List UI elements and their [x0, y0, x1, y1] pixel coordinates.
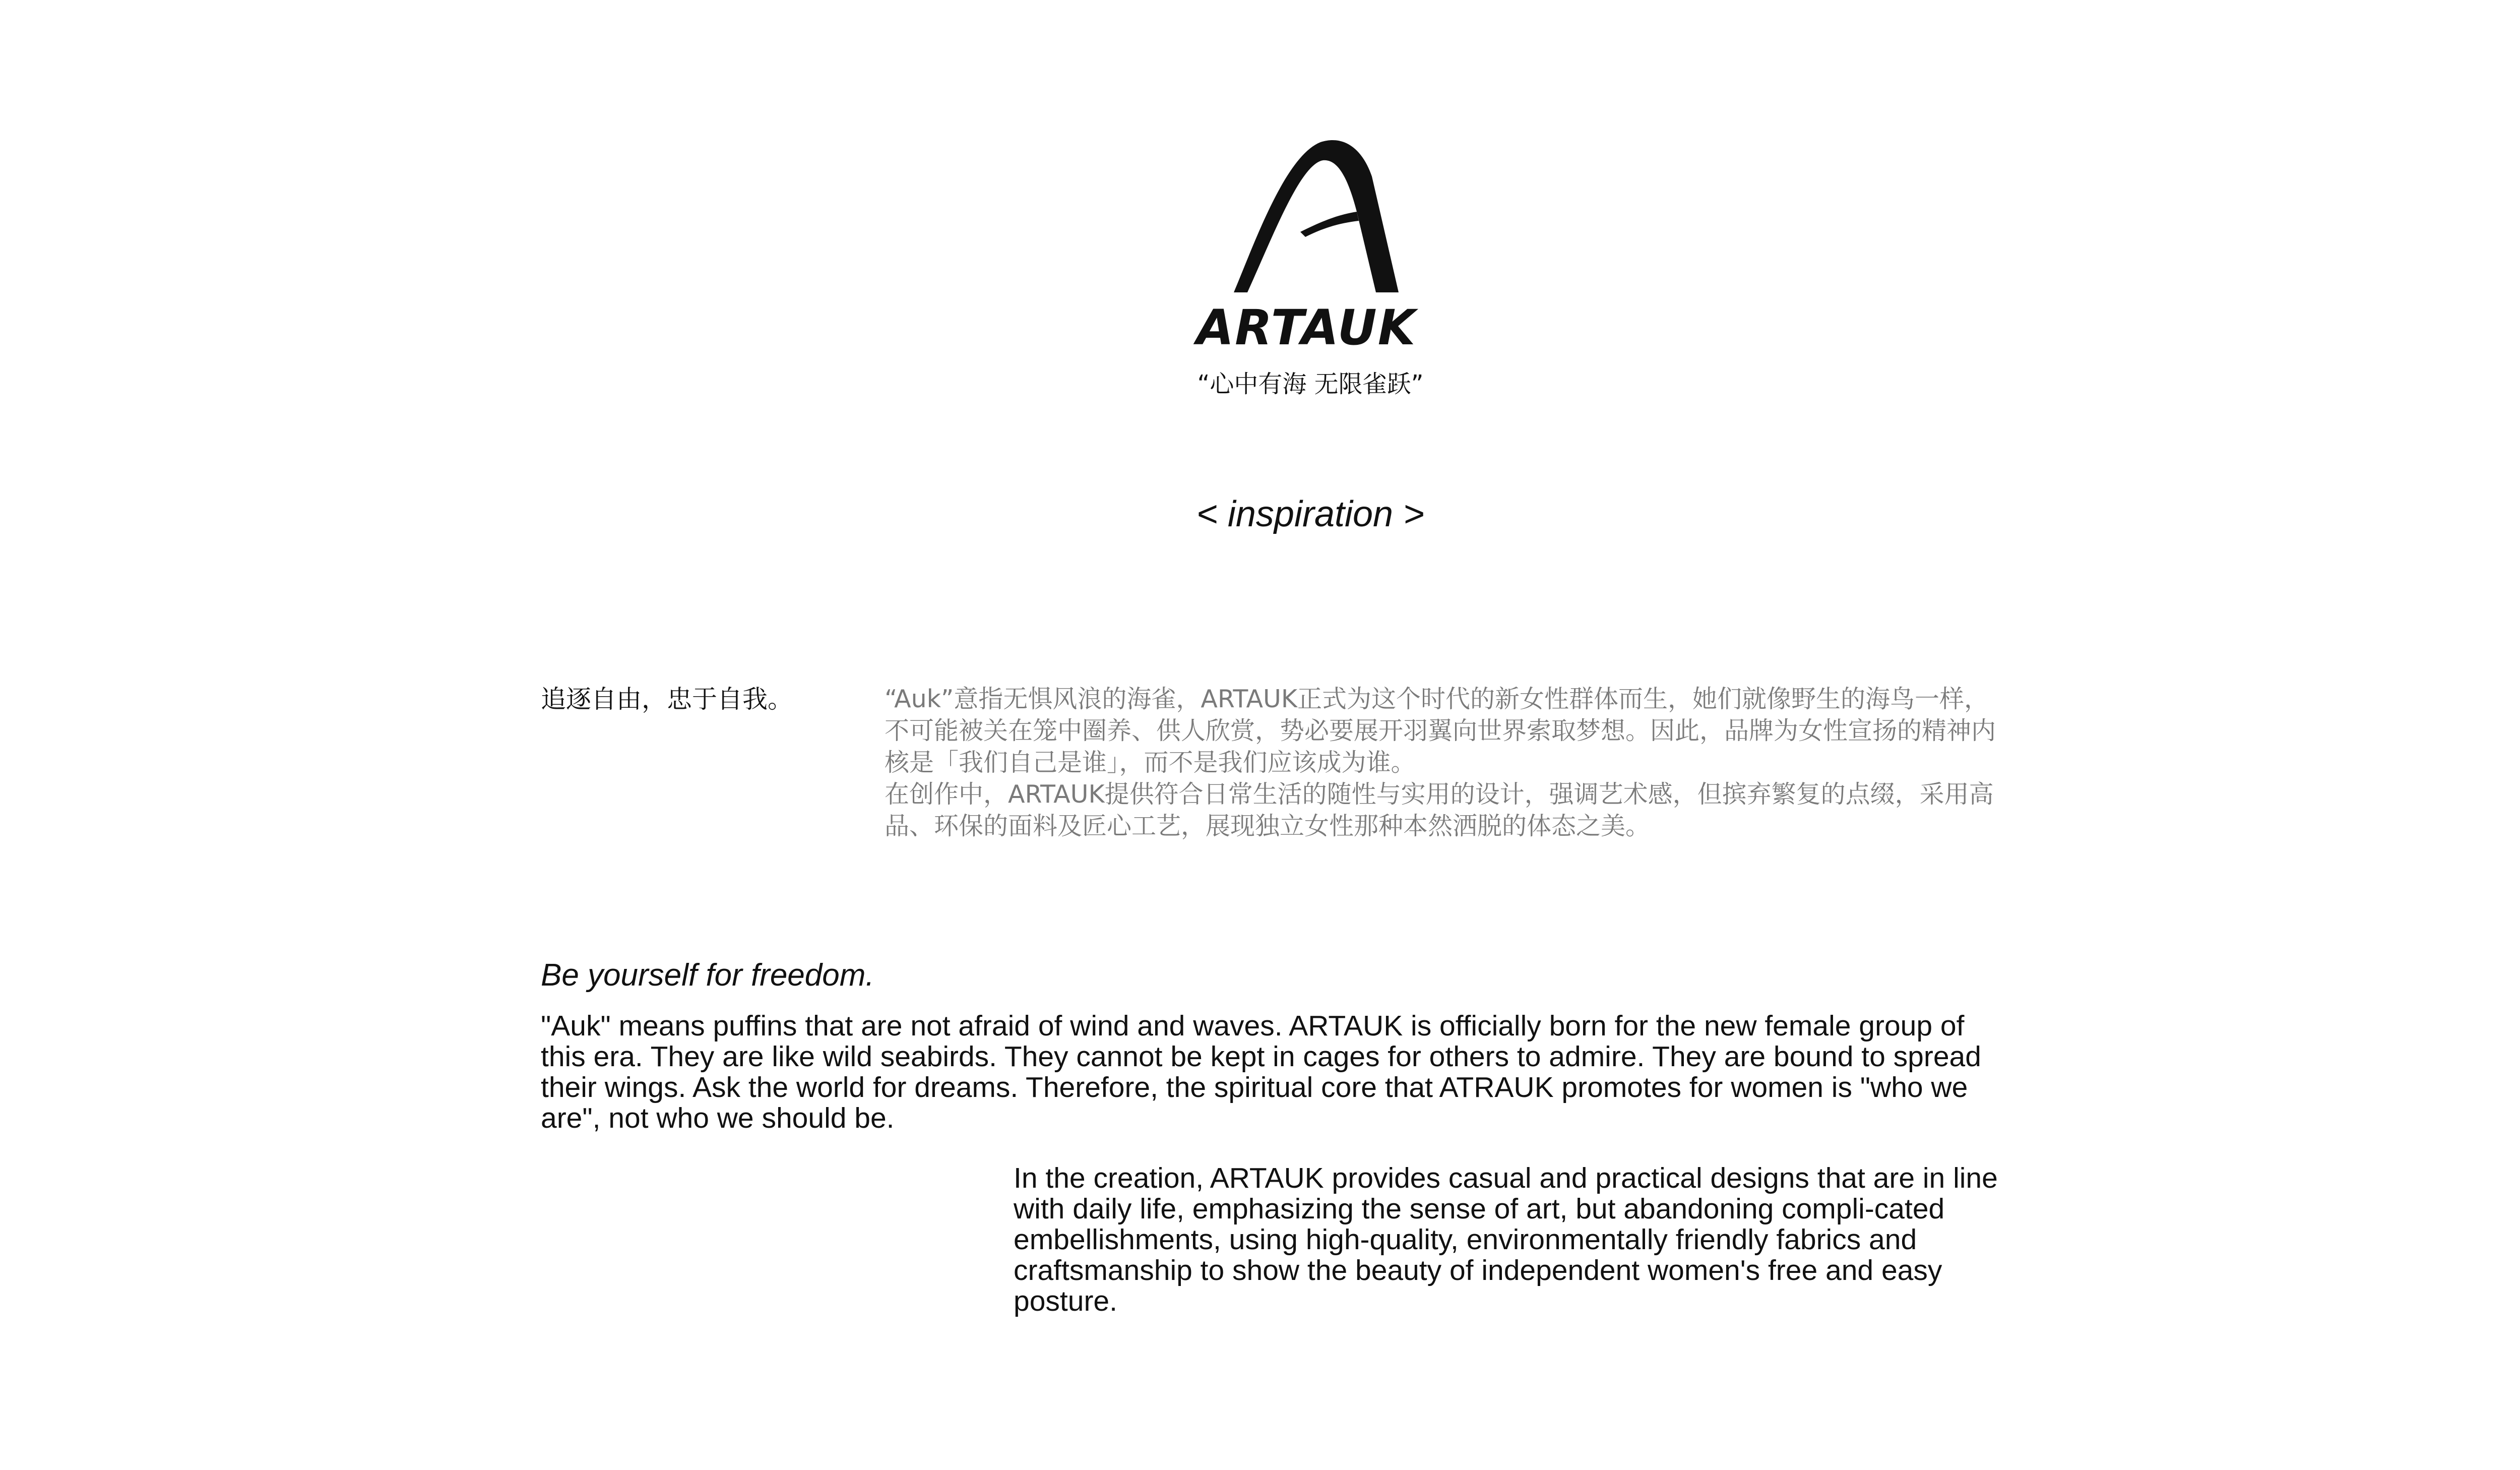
english-paragraph-2: In the creation, ARTAUK provides casual and practical designs that are in line with daily life, emphasizing the sense of art, but abandoning compli-cated embellishments, using high-quality, environmentally friendly fabrics and craftsmanship to show the beauty of independent women's free and easy posture. — [1014, 1162, 1998, 1317]
brand-a-logo-icon — [1225, 136, 1406, 297]
section-label: < inspiration > — [1196, 494, 1425, 534]
english-heading: Be yourself for freedom. — [541, 958, 874, 993]
chinese-paragraph-1: “Auk”意指无惧风浪的海雀，ARTAUK正式为这个时代的新女性群体而生，她们就像野生的海鸟一样，不可能被关在笼中圈养、供人欣赏，势必要展开羽翼向世界索取梦想。因此，品牌为女性宣扬的精神内核是「我们自己是谁」，而不是我们应该成为谁。 — [885, 685, 1996, 777]
brand-slogan: “心中有海 无限雀跃” — [1197, 370, 1424, 398]
chinese-heading: 追逐自由，忠于自我。 — [541, 685, 793, 714]
english-paragraph-1: "Auk" means puffins that are not afraid of wind and waves. ARTAUK is officially born for the new female group of this era. They are like wild seabirds. They cannot be kept in cages for others to admire. They are bound to spread their wings. Ask the world for dreams. Therefore, the spiritual core that ATRAUK promotes for women is "who we are", not who we should be. — [541, 1010, 1981, 1134]
brand-wordmark: ARTAUK — [1196, 299, 1417, 356]
chinese-body — [885, 683, 1998, 842]
chinese-paragraph-2: 在创作中，ARTAUK提供符合日常生活的随性与实用的设计，强调艺术感，但摈弃繁复的点缀，采用高品、环保的面料及匠心工艺，展现独立女性那种本然洒脱的体态之美。 — [885, 780, 1994, 840]
